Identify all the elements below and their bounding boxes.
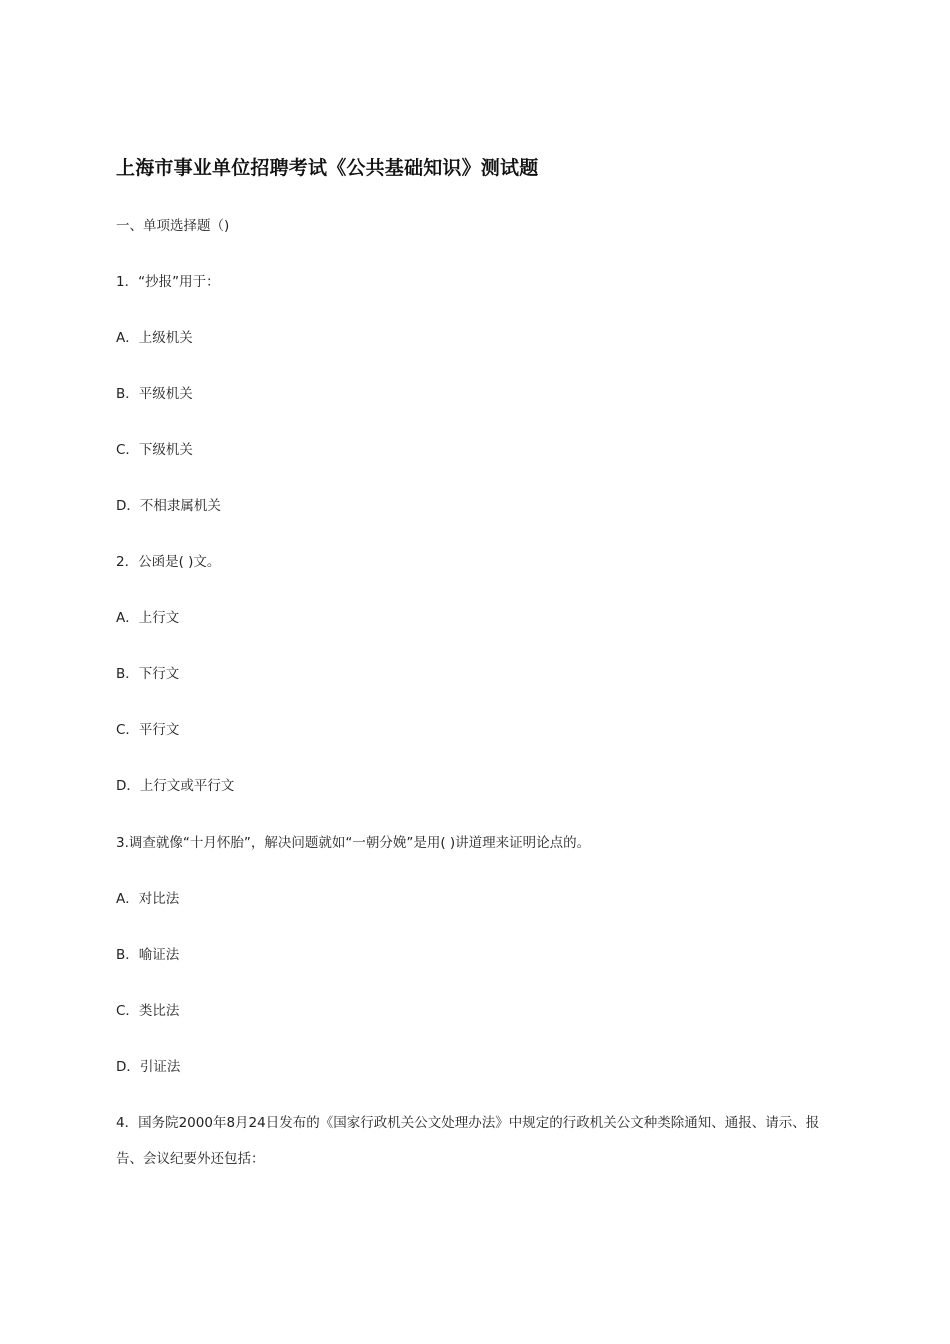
- question-2-option-b: B．下行文: [116, 666, 180, 682]
- question-3-stem: 3.调查就像“十月怀胎”，解决问题就如“一朝分娩”是用( )讲道理来证明论点的。: [116, 835, 591, 851]
- section-heading: 一、单项选择题（): [116, 218, 230, 234]
- question-2-stem: 2．公函是( )文。: [116, 554, 221, 570]
- question-2-option-d: D．上行文或平行文: [116, 778, 235, 794]
- question-3-option-a: A．对比法: [116, 891, 180, 907]
- question-2-option-c: C．平行文: [116, 722, 180, 738]
- question-1-option-b: B．平级机关: [116, 386, 193, 402]
- question-3-option-d: D．引证法: [116, 1059, 181, 1075]
- question-1-stem: 1．“抄报”用于：: [116, 274, 220, 290]
- question-2-option-a: A．上行文: [116, 610, 180, 626]
- question-4-stem: 4．国务院2000年8月24日发布的《国家行政机关公文处理办法》中规定的行政机关公文种类除通知、通报、请示、报告、会议纪要外还包括：: [116, 1115, 820, 1167]
- question-1-option-a: A．上级机关: [116, 330, 193, 346]
- question-3-option-b: B．喻证法: [116, 947, 180, 963]
- question-1-option-d: D．不相隶属机关: [116, 498, 221, 514]
- document-title: 上海市事业单位招聘考试《公共基础知识》测试题: [116, 157, 539, 179]
- question-1-option-c: C．下级机关: [116, 442, 193, 458]
- question-3-option-c: C．类比法: [116, 1003, 180, 1019]
